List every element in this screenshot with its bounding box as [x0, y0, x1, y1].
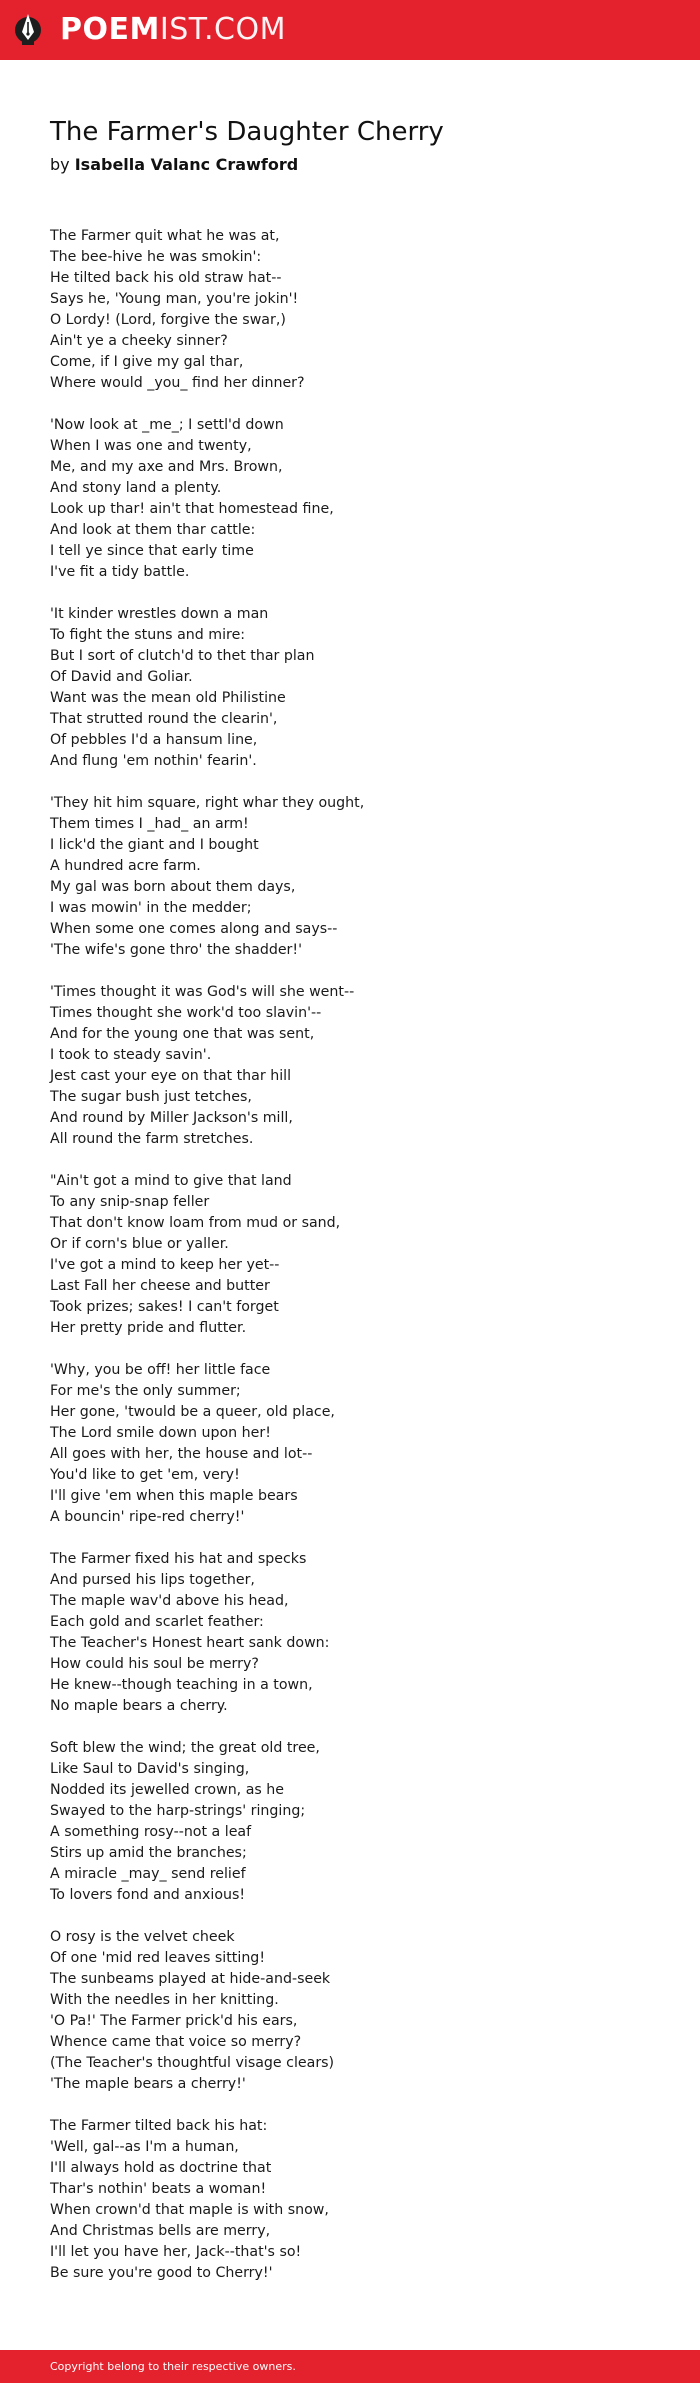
poem-line: The bee-hive he was smokin': — [50, 249, 262, 265]
poem-line: Them times I _had_ an arm! — [50, 816, 249, 832]
poem-line: 'Now look at _me_; I settl'd down — [50, 417, 284, 433]
byline-prefix: by — [50, 155, 70, 174]
poem-line: The maple wav'd above his head, — [50, 1593, 289, 1609]
poem-line: A something rosy--not a leaf — [50, 1824, 252, 1840]
poem-line: To fight the stuns and mire: — [50, 627, 246, 643]
stanza — [50, 982, 650, 1150]
poem-line: Ain't ye a cheeky sinner? — [50, 333, 228, 349]
poem-line: Like Saul to David's singing, — [50, 1761, 250, 1777]
poem-line: Nodded its jewelled crown, as he — [50, 1782, 285, 1798]
footer-bar — [0, 2350, 700, 2383]
poem-line: Her pretty pride and flutter. — [50, 1320, 247, 1336]
stanza — [50, 226, 650, 394]
poem-line: With the needles in her knitting. — [50, 1992, 279, 2008]
poem-line: But I sort of clutch'd to thet thar plan — [50, 648, 315, 664]
poem-line: Be sure you're good to Cherry!' — [50, 2265, 273, 2281]
poem-line: To lovers fond and anxious! — [50, 1887, 246, 1903]
poem-line: The sunbeams played at hide-and-seek — [50, 1971, 331, 1987]
poem-line: I've fit a tidy battle. — [50, 564, 190, 580]
poem-line: I'll let you have her, Jack--that's so! — [50, 2244, 302, 2260]
poem-line: 'O Pa!' The Farmer prick'd his ears, — [50, 2013, 298, 2029]
poem-line: Me, and my axe and Mrs. Brown, — [50, 459, 283, 475]
poem-line: O rosy is the velvet cheek — [50, 1929, 235, 1945]
pen-nib-icon — [14, 10, 42, 50]
poem-line: (The Teacher's thoughtful visage clears) — [50, 2055, 335, 2071]
poem-line: All round the farm stretches. — [50, 1131, 254, 1147]
poem-line: Or if corn's blue or yaller. — [50, 1236, 229, 1252]
poem-line: The sugar bush just tetches, — [50, 1089, 252, 1105]
poem-line: All goes with her, the house and lot-- — [50, 1446, 313, 1462]
poem-line: 'Well, gal--as I'm a human, — [50, 2139, 239, 2155]
poem-line: My gal was born about them days, — [50, 879, 296, 895]
poem-line: The Farmer quit what he was at, — [50, 228, 280, 244]
poem-line: I've got a mind to keep her yet-- — [50, 1257, 280, 1273]
poem-line: The Farmer fixed his hat and specks — [50, 1551, 307, 1567]
poem-line: 'The maple bears a cherry!' — [50, 2076, 246, 2092]
poem-line: Says he, 'Young man, you're jokin'! — [50, 291, 299, 307]
poem-line: Of pebbles I'd a hansum line, — [50, 732, 258, 748]
poem-line: Last Fall her cheese and butter — [50, 1278, 270, 1294]
poem-line: And pursed his lips together, — [50, 1572, 255, 1588]
stanza — [50, 793, 650, 961]
poem-content — [50, 112, 650, 2305]
poem-line: Jest cast your eye on that thar hill — [50, 1068, 292, 1084]
top-bar — [0, 0, 700, 60]
stanza — [50, 1171, 650, 1339]
poem-line: I tell ye since that early time — [50, 543, 254, 559]
byline — [50, 152, 650, 178]
poem-line: I lick'd the giant and I bought — [50, 837, 259, 853]
stanza — [50, 1927, 650, 2095]
poem-line: I was mowin' in the medder; — [50, 900, 252, 916]
stanza — [50, 604, 650, 772]
poem-line: You'd like to get 'em, very! — [50, 1467, 240, 1483]
poem-line: And look at them thar cattle: — [50, 522, 256, 538]
poem-line: He tilted back his old straw hat-- — [50, 270, 282, 286]
poem-line: Come, if I give my gal thar, — [50, 354, 244, 370]
poem-line: O Lordy! (Lord, forgive the swar,) — [50, 312, 286, 328]
poem-line: And stony land a plenty. — [50, 480, 222, 496]
poem-line: When I was one and twenty, — [50, 438, 252, 454]
poem-line: He knew--though teaching in a town, — [50, 1677, 313, 1693]
site-logo[interactable] — [14, 10, 286, 50]
poem-line: No maple bears a cherry. — [50, 1698, 228, 1714]
poem-line: Look up thar! ain't that homestead fine, — [50, 501, 334, 517]
poem-line: Of David and Goliar. — [50, 669, 193, 685]
stanza — [50, 2116, 650, 2284]
logo-light-text: IST.COM — [159, 12, 286, 47]
logo-wordmark — [60, 10, 286, 50]
stanza — [50, 1360, 650, 1528]
poem-line: Each gold and scarlet feather: — [50, 1614, 264, 1630]
poem-line: And round by Miller Jackson's mill, — [50, 1110, 293, 1126]
poem-line: How could his soul be merry? — [50, 1656, 259, 1672]
poem-line: And Christmas bells are merry, — [50, 2223, 271, 2239]
poem-line: A miracle _may_ send relief — [50, 1866, 246, 1882]
poem-line: Thar's nothin' beats a woman! — [50, 2181, 267, 2197]
poem-line: The Farmer tilted back his hat: — [50, 2118, 268, 2134]
poem-line: Her gone, 'twould be a queer, old place, — [50, 1404, 335, 1420]
poem-line: Stirs up amid the branches; — [50, 1845, 247, 1861]
poem-line: I'll always hold as doctrine that — [50, 2160, 272, 2176]
author-name[interactable]: Isabella Valanc Crawford — [74, 155, 299, 174]
poem-line: 'It kinder wrestles down a man — [50, 606, 269, 622]
poem-line: I took to steady savin'. — [50, 1047, 212, 1063]
poem-line: A bouncin' ripe-red cherry!' — [50, 1509, 245, 1525]
poem-line: 'They hit him square, right whar they ought, — [50, 795, 365, 811]
poem-title: The Farmer's Daughter Cherry — [50, 117, 444, 147]
poem-line: Want was the mean old Philistine — [50, 690, 286, 706]
poem-line: When some one comes along and says-- — [50, 921, 338, 937]
copyright-text: Copyright belong to their respective owners. — [50, 2360, 296, 2373]
poem-line: Of one 'mid red leaves sitting! — [50, 1950, 266, 1966]
poem-line: The Lord smile down upon her! — [50, 1425, 271, 1441]
poem-line: "Ain't got a mind to give that land — [50, 1173, 292, 1189]
poem-line: Swayed to the harp-strings' ringing; — [50, 1803, 306, 1819]
logo-bold-text: POEM — [60, 12, 160, 47]
poem-line: Times thought she work'd too slavin'-- — [50, 1005, 322, 1021]
poem-line: 'Why, you be off! her little face — [50, 1362, 271, 1378]
poem-body — [50, 226, 650, 2284]
poem-line: When crown'd that maple is with snow, — [50, 2202, 329, 2218]
poem-line: And flung 'em nothin' fearin'. — [50, 753, 257, 769]
stanza — [50, 1738, 650, 1906]
poem-line: Soft blew the wind; the great old tree, — [50, 1740, 320, 1756]
poem-line: Took prizes; sakes! I can't forget — [50, 1299, 279, 1315]
poem-line: 'The wife's gone thro' the shadder!' — [50, 942, 302, 958]
poem-line: That don't know loam from mud or sand, — [50, 1215, 341, 1231]
poem-line: The Teacher's Honest heart sank down: — [50, 1635, 330, 1651]
poem-line: A hundred acre farm. — [50, 858, 201, 874]
poem-line: Whence came that voice so merry? — [50, 2034, 302, 2050]
poem-line: For me's the only summer; — [50, 1383, 241, 1399]
stanza — [50, 415, 650, 583]
poem-line: That strutted round the clearin', — [50, 711, 278, 727]
poem-line: And for the young one that was sent, — [50, 1026, 315, 1042]
poem-line: Where would _you_ find her dinner? — [50, 375, 305, 391]
poem-line: To any snip-snap feller — [50, 1194, 210, 1210]
poem-line: I'll give 'em when this maple bears — [50, 1488, 298, 1504]
stanza — [50, 1549, 650, 1717]
poem-line: 'Times thought it was God's will she went-- — [50, 984, 355, 1000]
